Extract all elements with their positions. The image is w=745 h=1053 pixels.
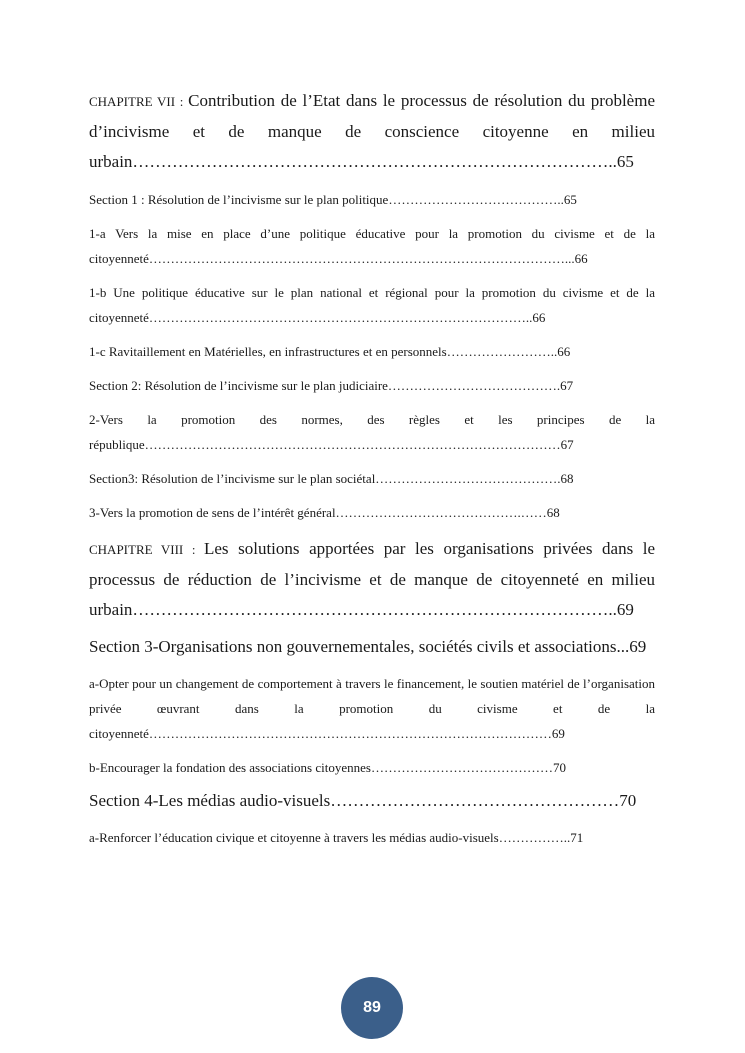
- toc-section-4: Section 4-Les médias audio-visuels……………………………………………70: [89, 791, 637, 810]
- toc-section-3-organisations: Section 3-Organisations non gouvernementales, sociétés civils et associations...69: [89, 637, 647, 656]
- chapter-title: Contribution de l’Etat dans le processus de résolution du problème d’incivisme et de manque de conscience citoyenne en milieu urbain…………………………………………………………………………..65: [89, 91, 655, 171]
- toc-chapter-8: [89, 534, 655, 625]
- toc-section-1: Section 1 : Résolution de l’incivisme sur le plan politique…………………………………..65: [89, 192, 577, 207]
- toc-chapter-7: [89, 86, 655, 177]
- chapter-label: CHAPITRE VIII :: [89, 542, 204, 557]
- chapter-title: Les solutions apportées par les organisations privées dans le processus de réduction de l’incivisme et de manque de citoyenneté en milieu urbain…………………………………………………………………………..69: [89, 539, 656, 619]
- toc-item-1c: 1-c Ravitaillement en Matérielles, en infrastructures et en personnels……………………..66: [89, 344, 571, 359]
- chapter-label: CHAPITRE VII :: [89, 94, 189, 109]
- page-number-badge: [341, 977, 403, 1039]
- toc-item-1a: 1-a Vers la mise en place d’une politique éducative pour la promotion du civisme et de la citoyenneté……………………………………………………………………………………...66: [89, 226, 655, 266]
- page-number: 89: [363, 999, 381, 1016]
- toc-section-3: Section3: Résolution de l’incivisme sur le plan sociétal…………………………………….68: [89, 471, 574, 486]
- toc-item-1b: 1-b Une politique éducative sur le plan national et régional pour la promotion du civisme et de la citoyenneté……………………………………………………………………………..66: [89, 285, 655, 325]
- toc-item-a: a-Opter pour un changement de comportement à travers le financement, le soutien matériel de l’organisation privée œuvrant dans la promotion du civisme et de la citoyenneté…………………………………………………………………………………69: [89, 676, 655, 741]
- toc-section-2: Section 2: Résolution de l’incivisme sur le plan judiciaire………………………………….67: [89, 378, 574, 393]
- toc-item-2: 2-Vers la promotion des normes, des règles et les principes de la république……………………………………………………………………………………67: [89, 412, 655, 452]
- toc-item-a-medias: a-Renforcer l’éducation civique et citoyenne à travers les médias audio-visuels……………..71: [89, 830, 584, 845]
- table-of-contents: [89, 86, 655, 859]
- toc-item-b: b-Encourager la fondation des associations citoyennes……………………………………70: [89, 760, 566, 775]
- toc-item-3: 3-Vers la promotion de sens de l’intérêt général…………………………………….……68: [89, 505, 560, 520]
